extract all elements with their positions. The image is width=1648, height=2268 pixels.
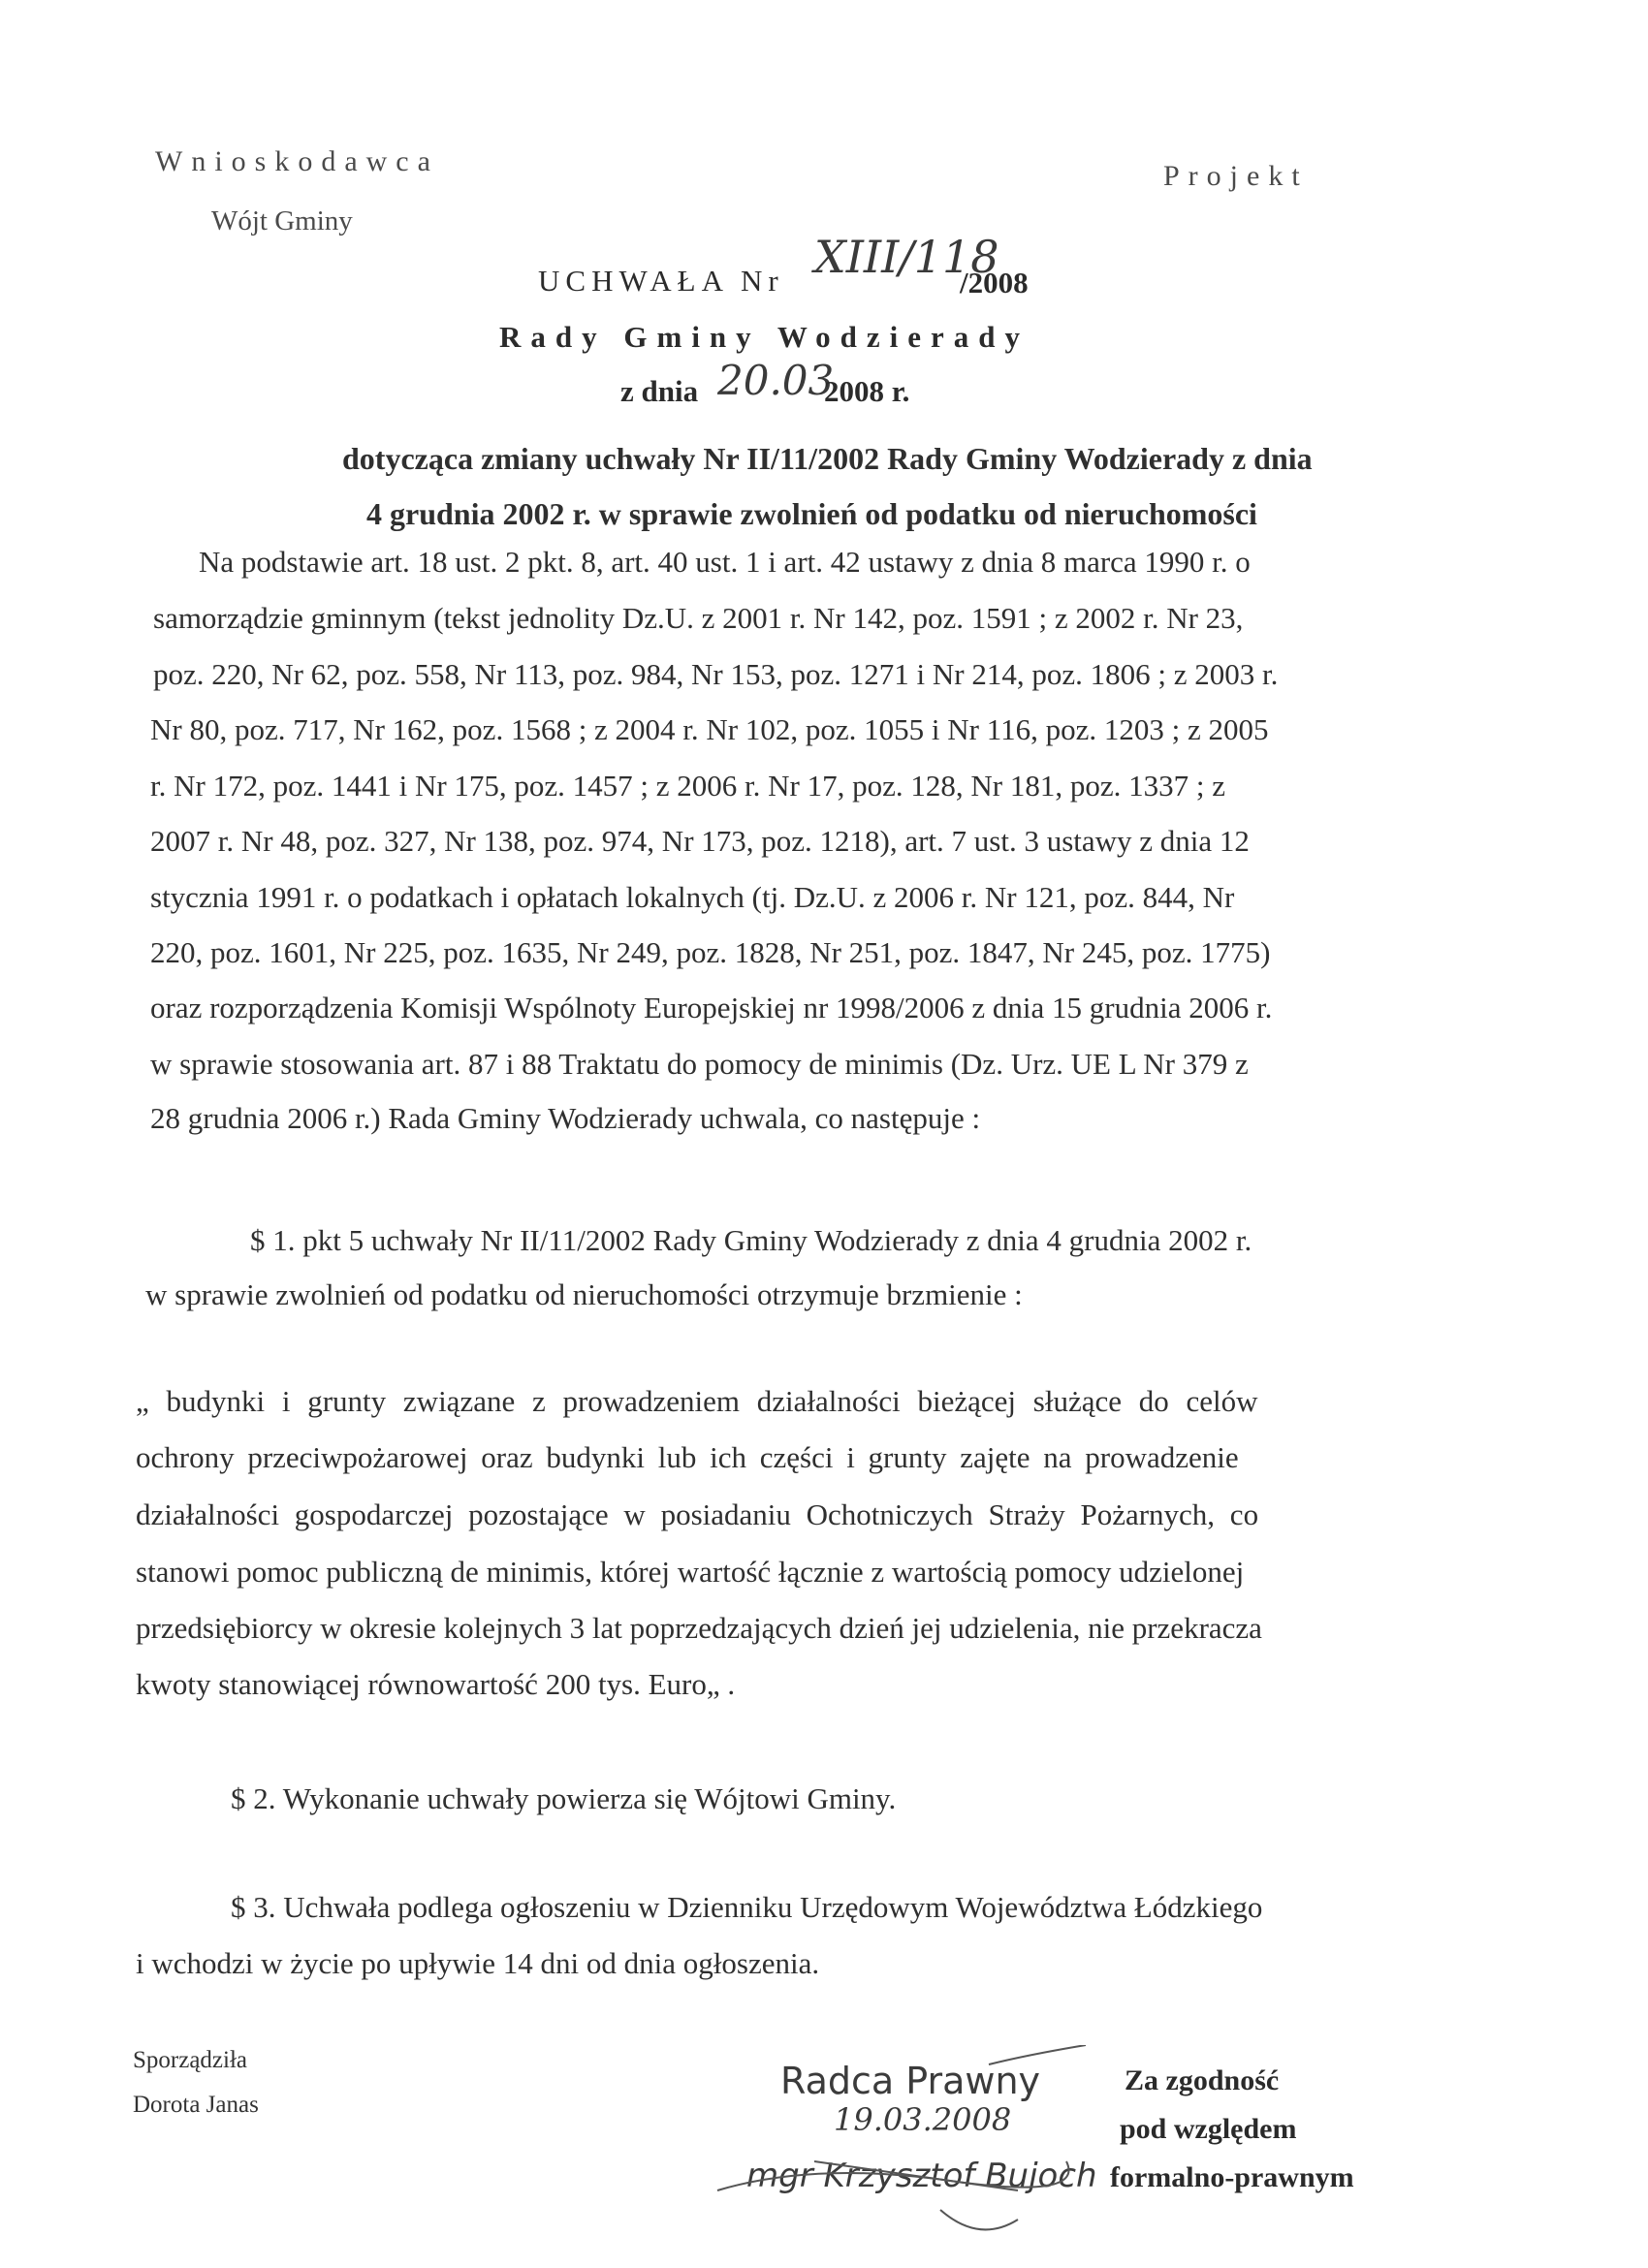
conformity-line: Za zgodność bbox=[1125, 2064, 1280, 2096]
resolution-number-handwritten: XIII/118 bbox=[814, 231, 999, 283]
section-1-line: w sprawie zwolnień od podatku od nieruchomości otrzymuje brzmienie : bbox=[145, 1277, 1023, 1311]
preamble-line: samorządzie gminnym (tekst jednolity Dz.U. z 2001 r. Nr 142, poz. 1591 ; z 2002 r. Nr 23, bbox=[153, 601, 1244, 635]
section-3-line: $ 3. Uchwała podlega ogłoszeniu w Dzienniku Urzędowym Województwa Łódzkiego bbox=[231, 1890, 1263, 1924]
subject-line-1: dotycząca zmiany uchwały Nr II/11/2002 Rady Gminy Wodzierady z dnia bbox=[342, 441, 1313, 476]
quote-line: „ budynki i grunty związane z prowadzeniem działalności bieżącej służące do celów bbox=[136, 1384, 1258, 1418]
project-label: Projekt bbox=[1163, 160, 1309, 192]
resolution-year: /2008 bbox=[960, 266, 1029, 299]
resolution-prefix: UCHWAŁA Nr bbox=[538, 264, 784, 298]
stamp-date-handwritten: 19.03.2008 bbox=[834, 2101, 1012, 2138]
applicant-label: Wnioskodawca bbox=[155, 145, 439, 177]
preamble-line: r. Nr 172, poz. 1441 i Nr 175, poz. 1457 ; z 2006 r. Nr 17, poz. 128, Nr 181, poz. 1337 ; z bbox=[150, 769, 1225, 803]
prepared-by-name: Dorota Janas bbox=[133, 2092, 259, 2118]
quote-line: kwoty stanowiącej równowartość 200 tys. Euro„ . bbox=[136, 1667, 736, 1701]
section-2: $ 2. Wykonanie uchwały powierza się Wójtowi Gminy. bbox=[231, 1781, 897, 1815]
preamble-line: w sprawie stosowania art. 87 i 88 Traktatu do pomocy de minimis (Dz. Urz. UE L Nr 379 z bbox=[150, 1047, 1249, 1081]
resolution-title bbox=[538, 264, 784, 299]
stamp-title: Radca Prawny bbox=[780, 2060, 1041, 2102]
quote-line: przedsiębiorcy w okresie kolejnych 3 lat poprzedzających dzień jej udzielenia, nie przekracza bbox=[136, 1611, 1262, 1645]
applicant-name: Wójt Gminy bbox=[211, 205, 353, 236]
date-suffix: 2008 r. bbox=[824, 374, 910, 408]
date-handwritten: 20.03 bbox=[717, 357, 835, 404]
preamble-line: Na podstawie art. 18 ust. 2 pkt. 8, art. 40 ust. 1 i art. 42 ustawy z dnia 8 marca 1990 r. o bbox=[199, 545, 1251, 579]
preamble-line: 28 grudnia 2006 r.) Rada Gminy Wodzierady uchwala, co następuje : bbox=[150, 1101, 981, 1135]
section-3-line: i wchodzi w życie po upływie 14 dni od dnia ogłoszenia. bbox=[136, 1946, 820, 1980]
preamble-line: 2007 r. Nr 48, poz. 327, Nr 138, poz. 974, Nr 173, poz. 1218), art. 7 ust. 3 ustawy z dnia 12 bbox=[150, 824, 1250, 858]
subject-line-2: 4 grudnia 2002 r. w sprawie zwolnień od podatku od nieruchomości bbox=[366, 496, 1257, 531]
preamble-line: poz. 220, Nr 62, poz. 558, Nr 113, poz. 984, Nr 153, poz. 1271 i Nr 214, poz. 1806 ; z 2003 r. bbox=[153, 657, 1279, 691]
preamble-line: 220, poz. 1601, Nr 225, poz. 1635, Nr 249, poz. 1828, Nr 251, poz. 1847, Nr 245, poz. 1775) bbox=[150, 935, 1271, 969]
preamble-line: Nr 80, poz. 717, Nr 162, poz. 1568 ; z 2004 r. Nr 102, poz. 1055 i Nr 116, poz. 1203 ; z 2005 bbox=[150, 712, 1269, 746]
conformity-line: pod względem bbox=[1120, 2113, 1297, 2145]
prepared-by-label: Sporządziła bbox=[133, 2047, 248, 2073]
signature-strokes-icon bbox=[698, 2045, 1105, 2249]
quote-line: stanowi pomoc publiczną de minimis, której wartość łącznie z wartością pomocy udzielonej bbox=[136, 1555, 1245, 1589]
section-1-line: $ 1. pkt 5 uchwały Nr II/11/2002 Rady Gminy Wodzierady z dnia 4 grudnia 2002 r. bbox=[250, 1223, 1252, 1257]
stamp-name: mgr Krzysztof Bujoch bbox=[746, 2157, 1097, 2195]
date-prefix: z dnia bbox=[620, 374, 699, 408]
quote-line: działalności gospodarczej pozostające w posiadaniu Ochotniczych Straży Pożarnych, co bbox=[136, 1497, 1259, 1531]
council-name: Rady Gminy Wodzierady bbox=[499, 320, 1030, 354]
preamble-line: oraz rozporządzenia Komisji Wspólnoty Europejskiej nr 1998/2006 z dnia 15 grudnia 2006 r. bbox=[150, 991, 1273, 1024]
preamble-line: stycznia 1991 r. o podatkach i opłatach lokalnych (tj. Dz.U. z 2006 r. Nr 121, poz. 844, Nr bbox=[150, 880, 1235, 914]
quote-line: ochrony przeciwpożarowej oraz budynki lub ich części i grunty zajęte na prowadzenie bbox=[136, 1440, 1239, 1474]
conformity-line: formalno-prawnym bbox=[1110, 2161, 1354, 2193]
